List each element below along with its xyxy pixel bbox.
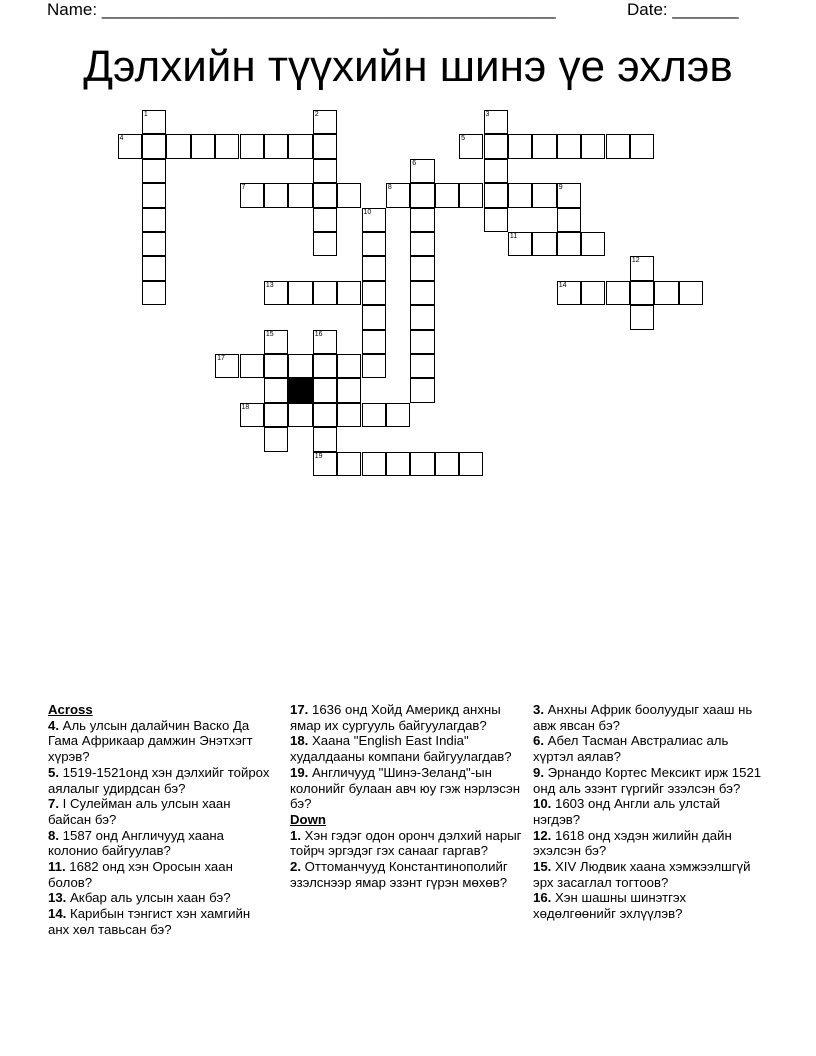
- crossword-cell[interactable]: [557, 208, 581, 232]
- clue-number: 6.: [533, 733, 544, 749]
- crossword-cell[interactable]: [362, 403, 386, 427]
- crossword-cell[interactable]: [484, 183, 508, 207]
- crossword-cell[interactable]: [410, 232, 434, 256]
- crossword-cell[interactable]: [264, 378, 288, 402]
- clue-text: Хэн шашны шинэтгэх хөдөлгөөнийг эхлүүлэв?: [533, 890, 687, 922]
- crossword-cell[interactable]: [142, 110, 166, 134]
- crossword-cell[interactable]: [459, 183, 483, 207]
- name-field[interactable]: [47, 0, 556, 20]
- crossword-cell[interactable]: [459, 452, 483, 476]
- crossword-cell[interactable]: [410, 378, 434, 402]
- crossword-cell[interactable]: [435, 452, 459, 476]
- clue-number: 4.: [48, 717, 59, 733]
- crossword-cell[interactable]: [118, 134, 142, 158]
- crossword-cell[interactable]: [630, 134, 654, 158]
- clue-number: 19.: [290, 764, 309, 780]
- crossword-cell[interactable]: [313, 378, 337, 402]
- cell-number: 14: [558, 281, 567, 289]
- clue-number: 15.: [533, 859, 552, 875]
- clue-number: 3.: [533, 702, 544, 717]
- crossword-cell[interactable]: [410, 354, 434, 378]
- clue-number: 16.: [533, 890, 552, 906]
- clue-text: I Сулейман аль улсын хаан байсан бэ?: [48, 796, 231, 827]
- crossword-cell[interactable]: [435, 183, 459, 207]
- clue-number: 17.: [290, 702, 309, 717]
- clue-text: 1603 онд Англи аль улстай нэгдэв?: [533, 796, 721, 827]
- down-clue: [533, 796, 768, 827]
- clue-text: Оттоманчууд Константинополийг эзэлснээр ямар эзэнт гүрэн мөхөв?: [290, 859, 508, 890]
- crossword-cell[interactable]: [288, 183, 312, 207]
- date-label: Date:: [627, 0, 668, 19]
- crossword-cell[interactable]: [508, 183, 532, 207]
- crossword-cell[interactable]: [410, 208, 434, 232]
- cell-number: 12: [631, 257, 640, 265]
- cell-number: 17: [217, 355, 225, 362]
- crossword-cell[interactable]: [264, 281, 288, 305]
- clue-number: 5.: [48, 764, 59, 780]
- crossword-cell[interactable]: [142, 159, 166, 183]
- crossword-cell[interactable]: [142, 183, 166, 207]
- crossword-cell[interactable]: [484, 110, 508, 134]
- crossword-cell[interactable]: [313, 281, 337, 305]
- crossword-cell[interactable]: [362, 208, 386, 232]
- crossword-cell[interactable]: [630, 305, 654, 329]
- date-blank[interactable]: _______: [672, 0, 739, 19]
- clue-number: 7.: [48, 796, 59, 812]
- clues-column-3: [533, 702, 768, 922]
- crossword-cell[interactable]: [484, 159, 508, 183]
- crossword-cell[interactable]: [240, 183, 264, 207]
- crossword-cell[interactable]: [654, 281, 678, 305]
- crossword-cell[interactable]: [264, 183, 288, 207]
- crossword-cell[interactable]: [313, 134, 337, 158]
- crossword-cell[interactable]: [410, 305, 434, 329]
- crossword-cell[interactable]: [532, 232, 556, 256]
- crossword-cell[interactable]: [264, 403, 288, 427]
- crossword-cell[interactable]: [142, 256, 166, 280]
- across-clue: [48, 906, 273, 937]
- clue-text: 1519-1521онд хэн дэлхийг тойрох аялалыг удирдсан бэ?: [48, 764, 270, 796]
- clue-text: XIV Людвик хаана хэмжээлшгүй эрх засаглал тогтоов?: [533, 859, 751, 890]
- clue-text: Акбар аль улсын хаан бэ?: [70, 890, 231, 906]
- cell-number: 6: [412, 159, 417, 167]
- clue-number: 9.: [533, 764, 544, 780]
- crossword-cell[interactable]: [410, 330, 434, 354]
- crossword-cell[interactable]: [459, 134, 483, 158]
- clue-text: 1682 онд хэн Оросын хаан болов?: [48, 859, 233, 890]
- crossword-cell[interactable]: [313, 427, 337, 451]
- crossword-cell[interactable]: [337, 378, 361, 402]
- crossword-cell[interactable]: [362, 452, 386, 476]
- clue-text: Абел Тасман Австралиас аль хүртэл аялав?: [533, 733, 729, 765]
- clue-text: Карибын тэнгист хэн хамгийн анх хөл тавьсан бэ?: [48, 906, 251, 937]
- crossword-cell[interactable]: [410, 159, 434, 183]
- crossword-cell[interactable]: [362, 256, 386, 280]
- crossword-cell[interactable]: [288, 403, 312, 427]
- cell-number: 9: [558, 184, 563, 192]
- crossword-cell[interactable]: [606, 281, 630, 305]
- crossword-cell[interactable]: [142, 232, 166, 256]
- clue-text: Хэн гэдэг одон оронч дэлхий нарыг тойрч эргэдэг гэх санааг гаргав?: [290, 827, 522, 859]
- clue-text: Хаана "English East India" худалдааны компани байгуулагдав?: [290, 733, 512, 765]
- crossword-cell[interactable]: [581, 232, 605, 256]
- crossword-cell[interactable]: [337, 281, 361, 305]
- crossword-cell[interactable]: [337, 403, 361, 427]
- down-clue: [533, 859, 768, 890]
- across-heading: Across: [48, 702, 93, 717]
- puzzle-title: Дэлхийн түүхийн шинэ үе эхлэв: [83, 42, 733, 91]
- clue-text: Анхны Африк боолуудыг хааш нь авж явсан бэ?: [533, 702, 753, 733]
- crossword-cell[interactable]: [313, 159, 337, 183]
- crossword-cell[interactable]: [386, 403, 410, 427]
- crossword-cell[interactable]: [215, 134, 239, 158]
- crossword-cell[interactable]: [557, 183, 581, 207]
- cell-number: 11: [509, 233, 518, 240]
- crossword-cell[interactable]: [410, 256, 434, 280]
- crossword-cell[interactable]: [337, 452, 361, 476]
- crossword-cell[interactable]: [313, 208, 337, 232]
- crossword-cell[interactable]: [313, 354, 337, 378]
- clues-column-1: [48, 702, 273, 938]
- crossword-cell[interactable]: [313, 452, 337, 476]
- crossword-cell[interactable]: [337, 183, 361, 207]
- crossword-cell[interactable]: [557, 281, 581, 305]
- crossword-cell[interactable]: [264, 427, 288, 451]
- clue-text: Эрнандо Кортес Мексикт ирж 1521 онд аль эзэнт гүргийг эзэлсэн бэ?: [533, 764, 762, 796]
- crossword-cell[interactable]: [288, 354, 312, 378]
- cell-number: 7: [241, 184, 246, 192]
- down-clue: [290, 828, 525, 859]
- crossword-cell[interactable]: [410, 183, 434, 207]
- across-clue: [48, 890, 273, 906]
- cell-number: 5: [461, 135, 465, 143]
- crossword-cell[interactable]: [679, 281, 703, 305]
- cell-number: 4: [119, 135, 124, 143]
- crossword-cell[interactable]: [386, 452, 410, 476]
- cell-number: 3: [485, 111, 490, 118]
- crossword-cell[interactable]: [215, 354, 239, 378]
- clue-text: Англичууд "Шинэ-Зеланд"-ын колонийг булаан авч юу гэж нэрлэсэн бэ?: [290, 764, 521, 812]
- crossword-cell[interactable]: [606, 134, 630, 158]
- clue-number: 18.: [290, 733, 309, 749]
- clue-number: 10.: [533, 796, 552, 812]
- clue-number: 8.: [48, 827, 59, 843]
- cell-number: 18: [241, 403, 250, 411]
- down-clue: [290, 859, 525, 890]
- crossword-cell[interactable]: [264, 354, 288, 378]
- crossword-cell[interactable]: [313, 232, 337, 256]
- down-clue: [533, 828, 768, 859]
- crossword-cell[interactable]: [313, 330, 337, 354]
- crossword-cell[interactable]: [313, 403, 337, 427]
- crossword-block: [288, 378, 312, 402]
- crossword-cell[interactable]: [362, 281, 386, 305]
- crossword-cell[interactable]: [240, 403, 264, 427]
- down-clue: [533, 733, 768, 764]
- cell-number: 10: [363, 208, 372, 216]
- crossword-cell[interactable]: [264, 330, 288, 354]
- cell-number: 19: [314, 452, 323, 460]
- crossword-cell[interactable]: [362, 232, 386, 256]
- crossword-cell[interactable]: [288, 134, 312, 158]
- crossword-cell[interactable]: [630, 281, 654, 305]
- clue-number: 12.: [533, 827, 552, 843]
- across-clue: [290, 765, 525, 812]
- clue-number: 1.: [290, 827, 301, 843]
- name-blank[interactable]: ________________________________________________: [101, 0, 556, 19]
- date-field[interactable]: [627, 0, 739, 20]
- name-label: Name:: [47, 0, 98, 19]
- crossword-cell[interactable]: [288, 281, 312, 305]
- crossword-cell[interactable]: [240, 134, 264, 158]
- across-clue: [48, 718, 273, 765]
- across-clue: [48, 859, 273, 890]
- crossword-cell[interactable]: [484, 208, 508, 232]
- cell-number: 16: [314, 330, 323, 338]
- crossword-cell[interactable]: [581, 134, 605, 158]
- clue-number: 11.: [48, 859, 66, 875]
- down-heading: Down: [290, 811, 326, 827]
- crossword-cell[interactable]: [557, 134, 581, 158]
- crossword-cell[interactable]: [410, 281, 434, 305]
- cell-number: 8: [387, 184, 392, 192]
- crossword-cell[interactable]: [362, 354, 386, 378]
- crossword-cell[interactable]: [508, 134, 532, 158]
- crossword-cell[interactable]: [191, 134, 215, 158]
- across-clue: [290, 702, 525, 733]
- crossword-cell[interactable]: [362, 330, 386, 354]
- crossword-cell[interactable]: [142, 208, 166, 232]
- cell-number: 15: [265, 330, 274, 338]
- down-clue: [533, 765, 768, 796]
- crossword-cell[interactable]: [532, 134, 556, 158]
- crossword-cell[interactable]: [264, 134, 288, 158]
- cell-number: 2: [314, 111, 319, 118]
- clue-text: 1587 онд Англичууд хаана колонио байгуулав?: [48, 827, 225, 859]
- clue-text: 1618 онд хэдэн жилийн дайн эхэлсэн бэ?: [533, 827, 732, 859]
- clue-text: 1636 онд Хойд Америкд анхны ямар их сургууль байгуулагдав?: [290, 702, 501, 733]
- crossword-cell[interactable]: [532, 183, 556, 207]
- crossword-cell[interactable]: [410, 452, 434, 476]
- cell-number: 1: [143, 111, 148, 118]
- down-clue: [533, 702, 768, 733]
- crossword-cell[interactable]: [630, 256, 654, 280]
- crossword-cell[interactable]: [240, 354, 264, 378]
- down-clue: [533, 890, 768, 921]
- across-clue: [48, 796, 273, 827]
- crossword-cell[interactable]: [581, 281, 605, 305]
- crossword-cell[interactable]: [362, 305, 386, 329]
- across-clue: [290, 733, 525, 764]
- across-clue: [48, 828, 273, 859]
- crossword-cell[interactable]: [313, 110, 337, 134]
- clue-text: Аль улсын далайчин Васко Да Гама Африкаар дамжин Энэтхэгт хүрэв?: [48, 717, 253, 765]
- crossword-cell[interactable]: [313, 183, 337, 207]
- clues-column-2: [290, 702, 525, 890]
- across-clue: [48, 765, 273, 796]
- cell-number: 13: [265, 281, 274, 289]
- crossword-cell[interactable]: [166, 134, 190, 158]
- crossword-cell[interactable]: [142, 281, 166, 305]
- clue-number: 2.: [290, 859, 301, 875]
- crossword-cell[interactable]: [508, 232, 532, 256]
- crossword-cell[interactable]: [337, 354, 361, 378]
- crossword-cell[interactable]: [557, 232, 581, 256]
- clue-number: 14.: [48, 906, 67, 922]
- clue-number: 13.: [48, 890, 67, 906]
- crossword-cell[interactable]: [484, 134, 508, 158]
- crossword-cell[interactable]: [386, 183, 410, 207]
- crossword-cell[interactable]: [142, 134, 166, 158]
